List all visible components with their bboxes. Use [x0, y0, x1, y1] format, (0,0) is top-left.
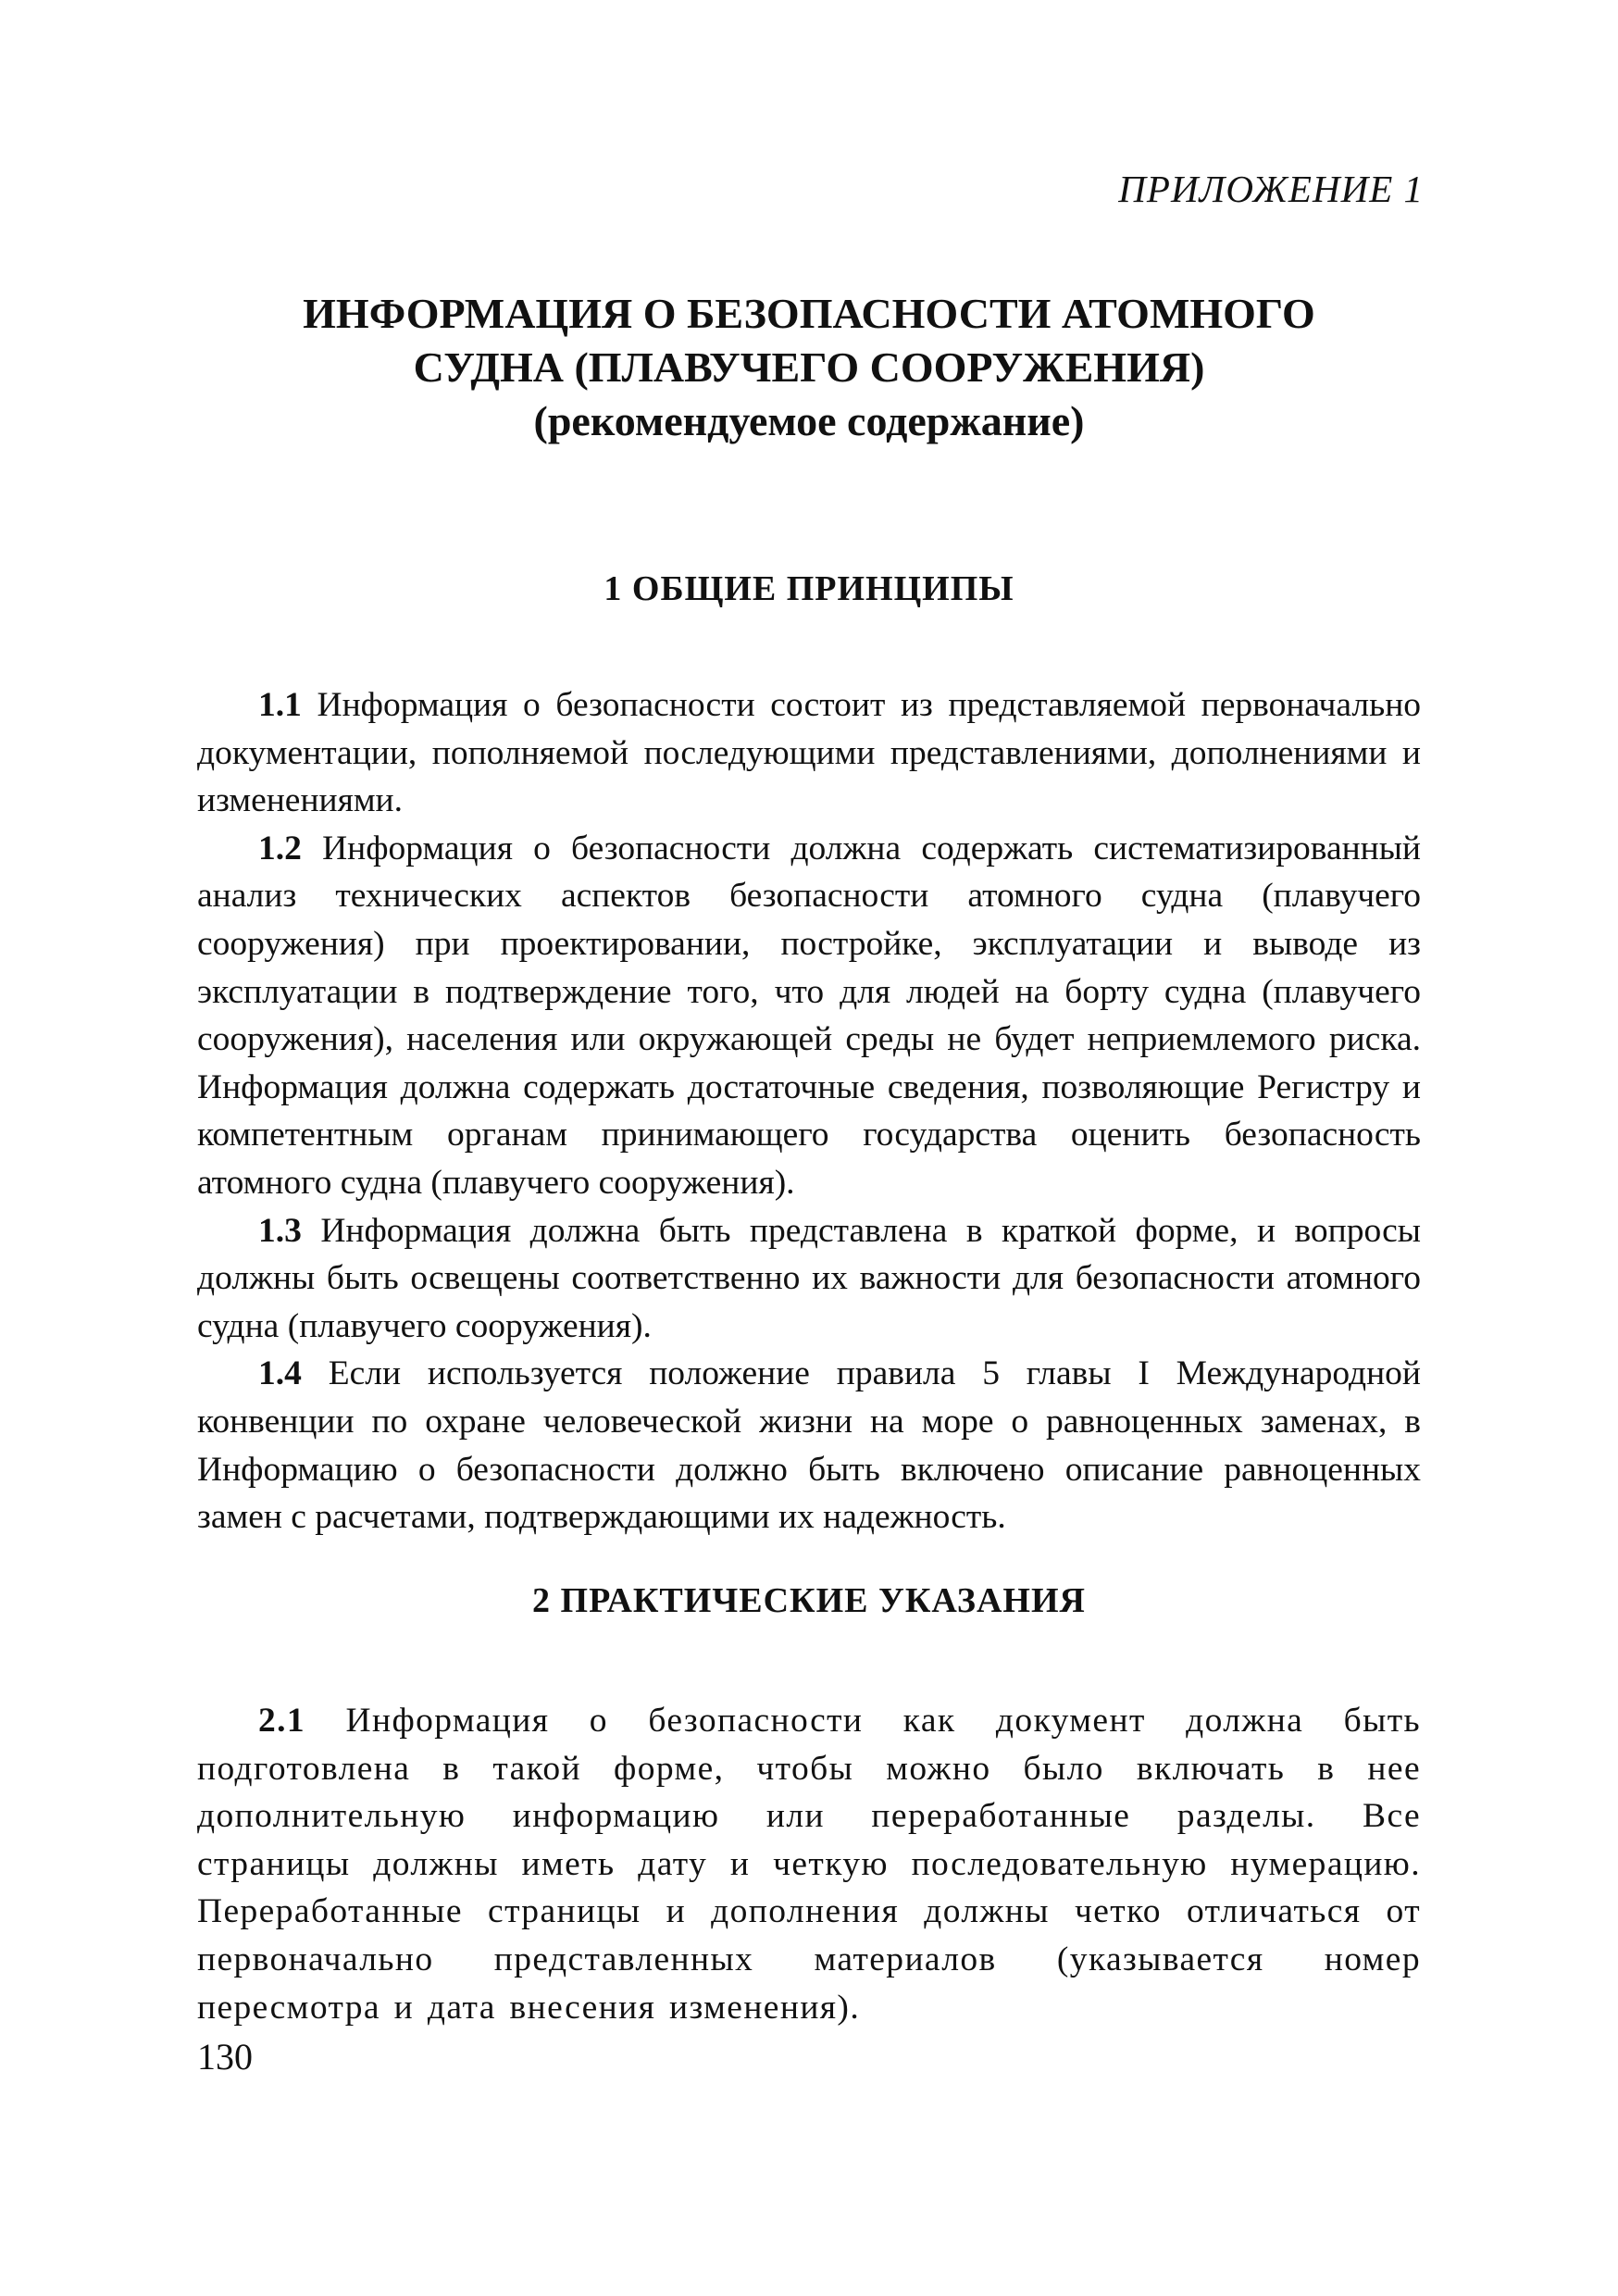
paragraph-1-1 — [197, 681, 1421, 825]
paragraph-text: Информация о безопасности состоит из представляемой первоначально документации, пополняемой последующими представлениями, дополнениями и изменениями. — [197, 686, 1422, 820]
paragraph-number: 1.1 — [258, 686, 302, 724]
section-1-heading: 1 ОБЩИЕ ПРИНЦИПЫ — [604, 569, 1014, 608]
paragraph-number: 2.1 — [258, 1702, 306, 1740]
title-line-1: ИНФОРМАЦИЯ О БЕЗОПАСНОСТИ АТОМНОГО — [303, 290, 1315, 337]
title-line-2: СУДНА (ПЛАВУЧЕГО СООРУЖЕНИЯ) — [413, 343, 1205, 391]
section-1-body — [197, 681, 1421, 1541]
section-2-heading: 2 ПРАКТИЧЕСКИЕ УКАЗАНИЯ — [532, 1581, 1086, 1620]
appendix-label: ПРИЛОЖЕНИЕ 1 — [1118, 168, 1424, 210]
section-2-body — [197, 1697, 1421, 2031]
paragraph-1-3 — [197, 1207, 1421, 1351]
paragraph-number: 1.4 — [258, 1354, 302, 1393]
paragraph-number: 1.2 — [258, 829, 302, 867]
page-number: 130 — [197, 2036, 253, 2078]
document-title — [139, 287, 1479, 448]
paragraph-text: Информация о безопасности как документ должна быть подготовлена в такой форме, чтобы можно было включать в нее дополнительную информацию или переработанные разделы. Все страницы должны иметь дату и четкую последовательную нумерацию. Переработанные страницы и дополнения должны четко отличаться от первоначально представленных материалов (указывается номер пересмотра и дата внесения изменения). — [197, 1702, 1421, 2027]
paragraph-2-1 — [197, 1697, 1421, 2031]
paragraph-1-2 — [197, 825, 1421, 1207]
title-subtitle: (рекомендуемое содержание) — [533, 397, 1085, 444]
paragraph-number: 1.3 — [258, 1211, 302, 1250]
paragraph-text: Информация должна быть представлена в краткой форме, и вопросы должны быть освещены соответственно их важности для безопасности атомного судна (плавучего сооружения). — [197, 1211, 1422, 1345]
paragraph-1-4 — [197, 1350, 1421, 1541]
paragraph-text: Если используется положение правила 5 главы I Международной конвенции по охране человеческой жизни на море о равноценных заменах, в Информацию о безопасности должно быть включено описание равноценных замен с расчетами, подтверждающими их надежность. — [197, 1354, 1421, 1537]
paragraph-text: Информация о безопасности должна содержать систематизированный анализ технических аспектов безопасности атомного судна (плавучего сооружения) при проектировании, постройке, эксплуатации и выводе из эксплуатации в подтверждение того, что для людей на борту судна (плавучего сооружения), населения или окружающей среды не будет неприемлемого риска. Информация должна содержать достаточные сведения, позволяющие Регистру и компетентным органам принимающего государства оценить безопасность атомного судна (плавучего сооружения). — [197, 829, 1421, 1202]
